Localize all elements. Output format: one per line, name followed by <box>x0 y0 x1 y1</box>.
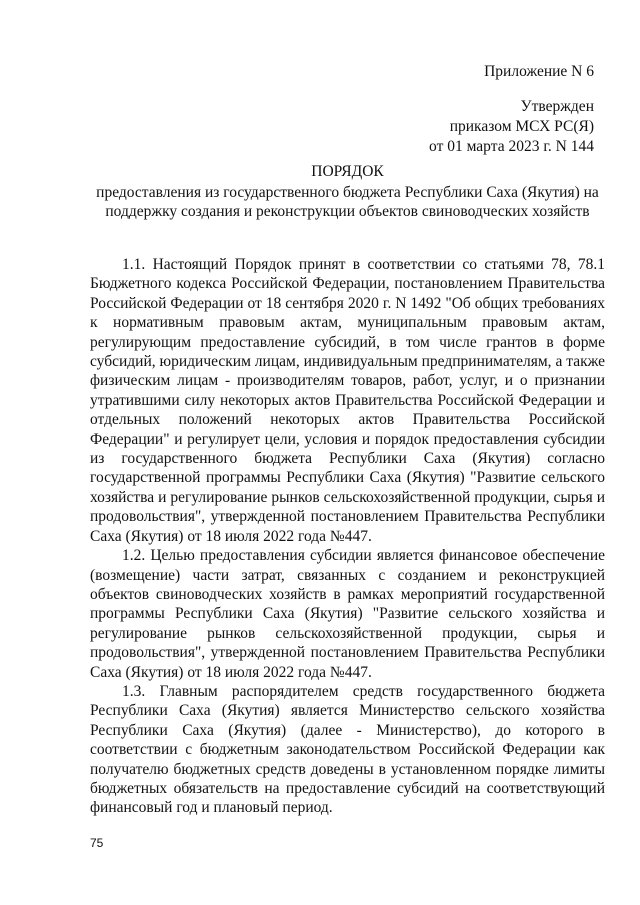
page-number: 75 <box>90 836 104 850</box>
document-title <box>90 162 605 222</box>
paragraph-1-2: 1.2. Целью предоставления субсидии является финансовое обеспечение (возмещение) части затрат, связанных с созданием и реконструкцией объектов свиноводческих хозяйств в рамках мероприятий государственной программы Республики Саха (Якутия) "Развитие сельского хозяйства и регулирование рынков сельскохозяйственной продукции, сырья и продовольствия", утвержденной постановлением Правительства Республики Саха (Якутия) от 18 июля 2022 года №447. <box>90 547 605 681</box>
document-body <box>90 255 605 818</box>
title-subtitle: предоставления из государственного бюджета Республики Саха (Якутия) на поддержку создания и реконструкции объектов свиноводческих хозяйств <box>96 183 599 220</box>
approved-line-3: от 01 марта 2023 г. N 144 <box>429 138 594 155</box>
approved-line-2: приказом МСХ РС(Я) <box>449 118 594 135</box>
approval-stamp <box>429 97 594 157</box>
approved-line-1: Утвержден <box>520 98 594 115</box>
title-heading: ПОРЯДОК <box>311 163 384 180</box>
appendix-label: Приложение N 6 <box>484 63 594 80</box>
paragraph-1-3: 1.3. Главным распорядителем средств государственного бюджета Республики Саха (Якутия) является Министерство сельского хозяйства Республики Саха (Якутия) (далее - Министерство), до которого в соответствии с бюджетным законодательством Российской Федерации как получателю бюджетных средств доведены в установленном порядке лимиты бюджетных обязательств на предоставление субсидий на соответствующий финансовый год и плановый период. <box>90 682 605 817</box>
paragraph-1-1: 1.1. Настоящий Порядок принят в соответствии со статьями 78, 78.1 Бюджетного кодекса Российской Федерации, постановлением Правительства Российской Федерации от 18 сентября 2020 г. N 1492 "Об общих требованиях к нормативным правовым актам, муниципальным правовым актам, регулирующим предоставление субсидий, в том числе грантов в форме субсидий, юридическим лицам, индивидуальным предпринимателям, а также физическим лицам - производителям товаров, работ, услуг, и о признании утратившими силу некоторых актов Правительства Российской Федерации и отдельных положений некоторых актов Правительства Российской Федерации" и регулирует цели, условия и порядок предоставления субсидии из государственного бюджета Республики Саха (Якутия) согласно государственной программы Республики Саха (Якутия) "Развитие сельского хозяйства и регулирование рынков сельскохозяйственной продукции, сырья и продовольствия", утвержденной постановлением Правительства Республики Саха (Якутия) от 18 июля 2022 года №447. <box>90 256 605 545</box>
